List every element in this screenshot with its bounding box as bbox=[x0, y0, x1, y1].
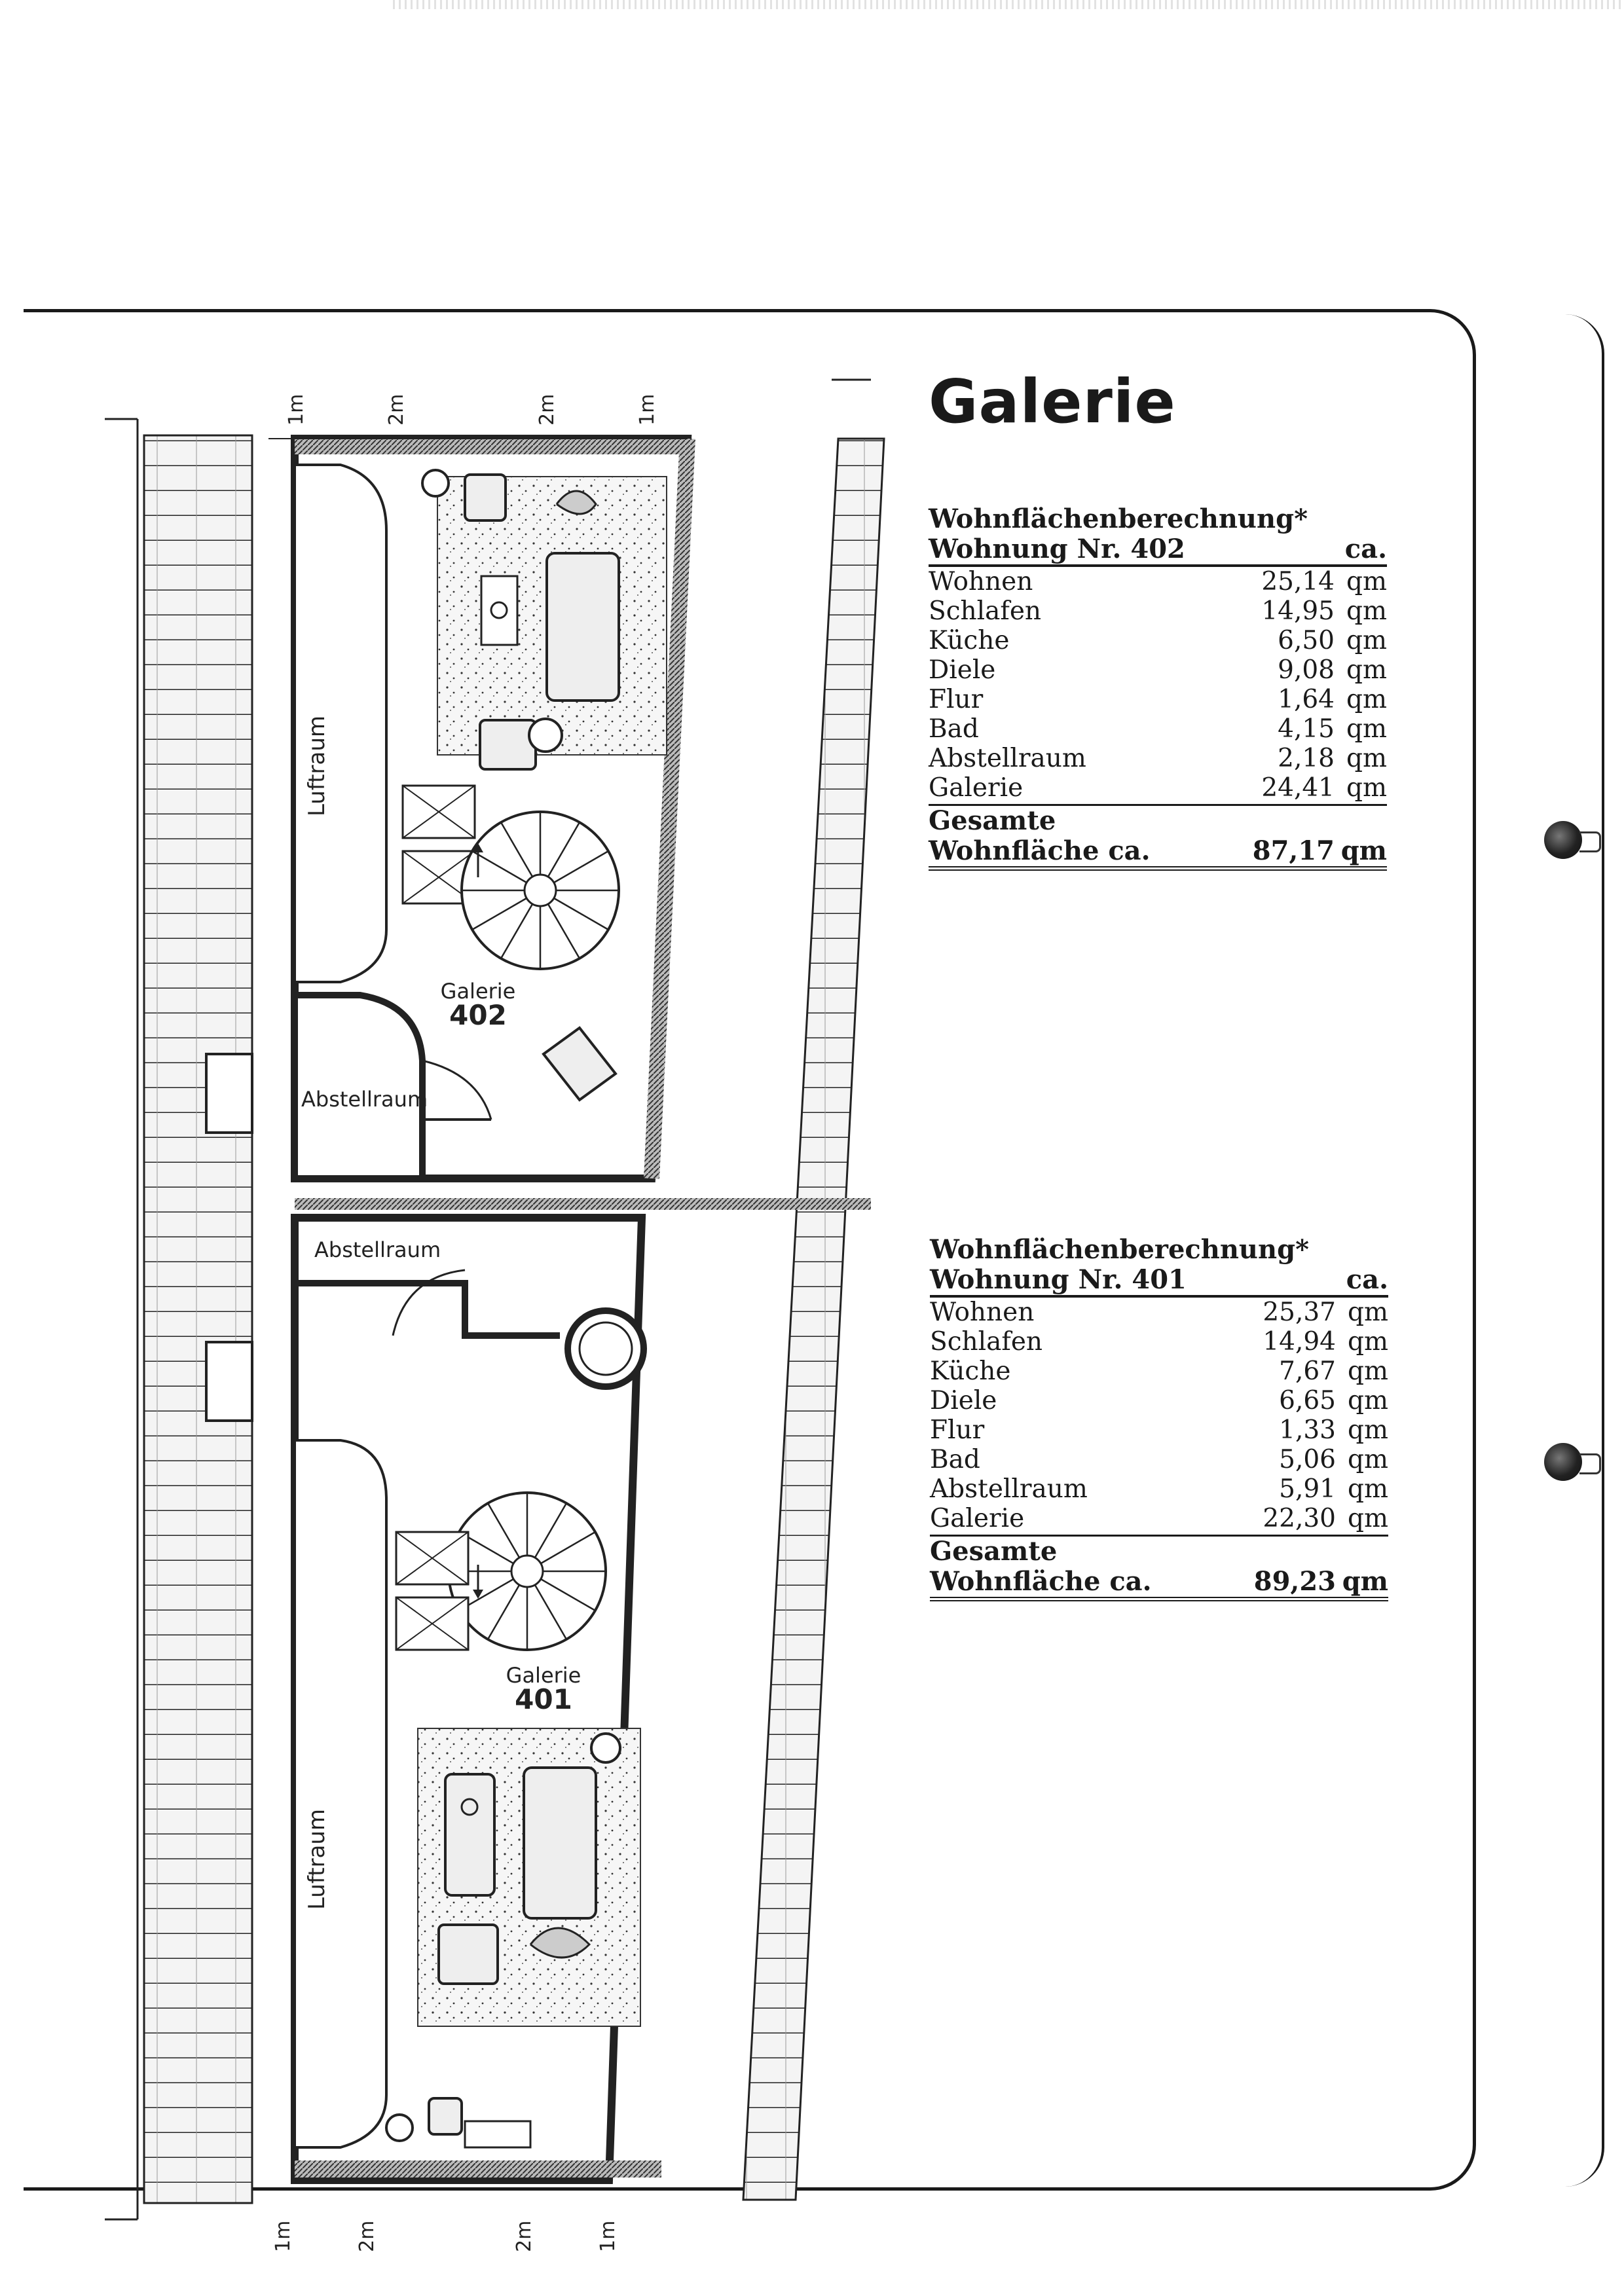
total-unit: qm bbox=[1342, 1566, 1388, 1597]
row-label: Wohnen bbox=[930, 1298, 1035, 1327]
row-unit: qm bbox=[1346, 626, 1387, 655]
row-label: Diele bbox=[929, 655, 996, 685]
row-label: Küche bbox=[929, 626, 1010, 655]
dimension-top-1: 1m bbox=[285, 393, 308, 426]
row-unit: qm bbox=[1348, 1474, 1388, 1504]
galerie-402-label: Galerie bbox=[440, 979, 516, 1004]
row-unit: qm bbox=[1348, 1415, 1388, 1445]
dimension-bottom-3: 2m bbox=[513, 2220, 536, 2252]
total-row bbox=[929, 836, 1387, 866]
roof-tiles-right bbox=[743, 439, 884, 2200]
area-total bbox=[930, 1537, 1388, 1601]
area-row bbox=[929, 744, 1387, 773]
unit-number: Wohnung Nr. 402 bbox=[929, 534, 1185, 564]
binder-ring-icon bbox=[1544, 821, 1582, 859]
total-label-line2: Wohnfläche ca. bbox=[930, 1566, 1152, 1597]
row-value: 24,41 bbox=[1261, 773, 1335, 803]
row-label: Wohnen bbox=[929, 567, 1033, 596]
area-row bbox=[930, 1386, 1388, 1415]
row-label: Küche bbox=[930, 1357, 1011, 1386]
area-heading: Wohnflächenberechnung* bbox=[930, 1234, 1309, 1265]
row-label: Flur bbox=[930, 1415, 985, 1445]
area-table-402 bbox=[929, 504, 1387, 871]
area-rows bbox=[930, 1298, 1388, 1537]
row-unit: qm bbox=[1346, 773, 1387, 803]
binder-ring-icon bbox=[1544, 1443, 1582, 1481]
row-label: Flur bbox=[929, 685, 984, 714]
area-row bbox=[930, 1357, 1388, 1386]
row-value: 2,18 bbox=[1278, 744, 1335, 773]
area-table-401 bbox=[930, 1235, 1388, 1601]
ca-label: ca. bbox=[1346, 1264, 1388, 1295]
area-row bbox=[930, 1327, 1388, 1357]
area-heading: Wohnflächenberechnung* bbox=[929, 503, 1308, 534]
row-label: Galerie bbox=[929, 773, 1024, 803]
row-label: Diele bbox=[930, 1386, 997, 1415]
row-label: Abstellraum bbox=[929, 744, 1086, 773]
row-unit: qm bbox=[1346, 744, 1387, 773]
row-label: Bad bbox=[929, 714, 979, 744]
row-value: 4,15 bbox=[1278, 714, 1335, 744]
row-unit: qm bbox=[1348, 1298, 1388, 1327]
row-unit: qm bbox=[1348, 1445, 1388, 1474]
area-row bbox=[930, 1474, 1388, 1504]
scan-edge-noise bbox=[393, 0, 1624, 9]
total-value: 89,23 bbox=[1253, 1566, 1336, 1597]
row-value: 25,37 bbox=[1263, 1298, 1336, 1327]
total-label-line1: Gesamte bbox=[930, 1536, 1058, 1567]
row-unit: qm bbox=[1348, 1386, 1388, 1415]
abstellraum-label-bottom: Abstellraum bbox=[314, 1237, 441, 1262]
area-subheading bbox=[929, 534, 1387, 567]
area-total bbox=[929, 806, 1387, 871]
galerie-401-label: Galerie bbox=[506, 1663, 581, 1688]
area-row bbox=[929, 773, 1387, 803]
row-value: 6,65 bbox=[1279, 1386, 1336, 1415]
area-rows bbox=[929, 567, 1387, 806]
area-subheading bbox=[930, 1265, 1388, 1298]
row-value: 1,64 bbox=[1278, 685, 1335, 714]
row-value: 22,30 bbox=[1263, 1504, 1336, 1533]
row-unit: qm bbox=[1346, 685, 1387, 714]
row-unit: qm bbox=[1346, 714, 1387, 744]
dimension-top-2: 2m bbox=[385, 393, 408, 426]
unit-number: Wohnung Nr. 401 bbox=[930, 1264, 1187, 1295]
area-row bbox=[929, 714, 1387, 744]
total-label-line2: Wohnfläche ca. bbox=[929, 835, 1151, 866]
dimension-bottom-2: 2m bbox=[356, 2220, 378, 2252]
luftraum-label-402: Luftraum bbox=[304, 715, 330, 817]
row-unit: qm bbox=[1348, 1504, 1388, 1533]
area-row bbox=[930, 1445, 1388, 1474]
row-label: Bad bbox=[930, 1445, 980, 1474]
row-value: 5,91 bbox=[1279, 1474, 1336, 1504]
area-row bbox=[930, 1298, 1388, 1327]
total-unit: qm bbox=[1340, 835, 1387, 866]
row-label: Schlafen bbox=[930, 1327, 1043, 1357]
row-value: 1,33 bbox=[1279, 1415, 1336, 1445]
row-unit: qm bbox=[1346, 567, 1387, 596]
page-title: Galerie bbox=[929, 367, 1176, 437]
row-value: 7,67 bbox=[1279, 1357, 1336, 1386]
dimension-top-4: 1m bbox=[636, 393, 659, 426]
roof-tiles-left bbox=[144, 435, 252, 2203]
area-row bbox=[930, 1504, 1388, 1533]
binder-edge bbox=[1559, 314, 1604, 2187]
row-label: Abstellraum bbox=[930, 1474, 1088, 1504]
row-label: Galerie bbox=[930, 1504, 1025, 1533]
luftraum-label-401: Luftraum bbox=[304, 1808, 330, 1910]
dimension-bottom-4: 1m bbox=[597, 2220, 619, 2252]
dimension-bottom-1: 1m bbox=[272, 2220, 295, 2252]
row-unit: qm bbox=[1348, 1327, 1388, 1357]
area-row bbox=[930, 1415, 1388, 1445]
row-value: 5,06 bbox=[1279, 1445, 1336, 1474]
row-value: 14,94 bbox=[1263, 1327, 1336, 1357]
total-value: 87,17 bbox=[1252, 835, 1335, 866]
area-row bbox=[929, 655, 1387, 685]
area-row bbox=[929, 685, 1387, 714]
row-value: 14,95 bbox=[1261, 596, 1335, 626]
row-unit: qm bbox=[1346, 655, 1387, 685]
area-row bbox=[929, 567, 1387, 596]
row-value: 25,14 bbox=[1261, 567, 1335, 596]
floor-plan bbox=[98, 367, 904, 2252]
row-label: Schlafen bbox=[929, 596, 1042, 626]
dimension-top-3: 2m bbox=[536, 393, 559, 426]
area-row bbox=[929, 596, 1387, 626]
galerie-402-number: 402 bbox=[449, 999, 507, 1031]
area-row bbox=[929, 626, 1387, 655]
ca-label: ca. bbox=[1344, 534, 1387, 564]
total-label-line1: Gesamte bbox=[929, 805, 1056, 836]
row-unit: qm bbox=[1346, 596, 1387, 626]
abstellraum-label-top: Abstellraum bbox=[301, 1087, 428, 1112]
row-value: 6,50 bbox=[1278, 626, 1335, 655]
total-row bbox=[930, 1567, 1388, 1597]
row-unit: qm bbox=[1348, 1357, 1388, 1386]
galerie-401-number: 401 bbox=[515, 1683, 572, 1715]
row-value: 9,08 bbox=[1278, 655, 1335, 685]
